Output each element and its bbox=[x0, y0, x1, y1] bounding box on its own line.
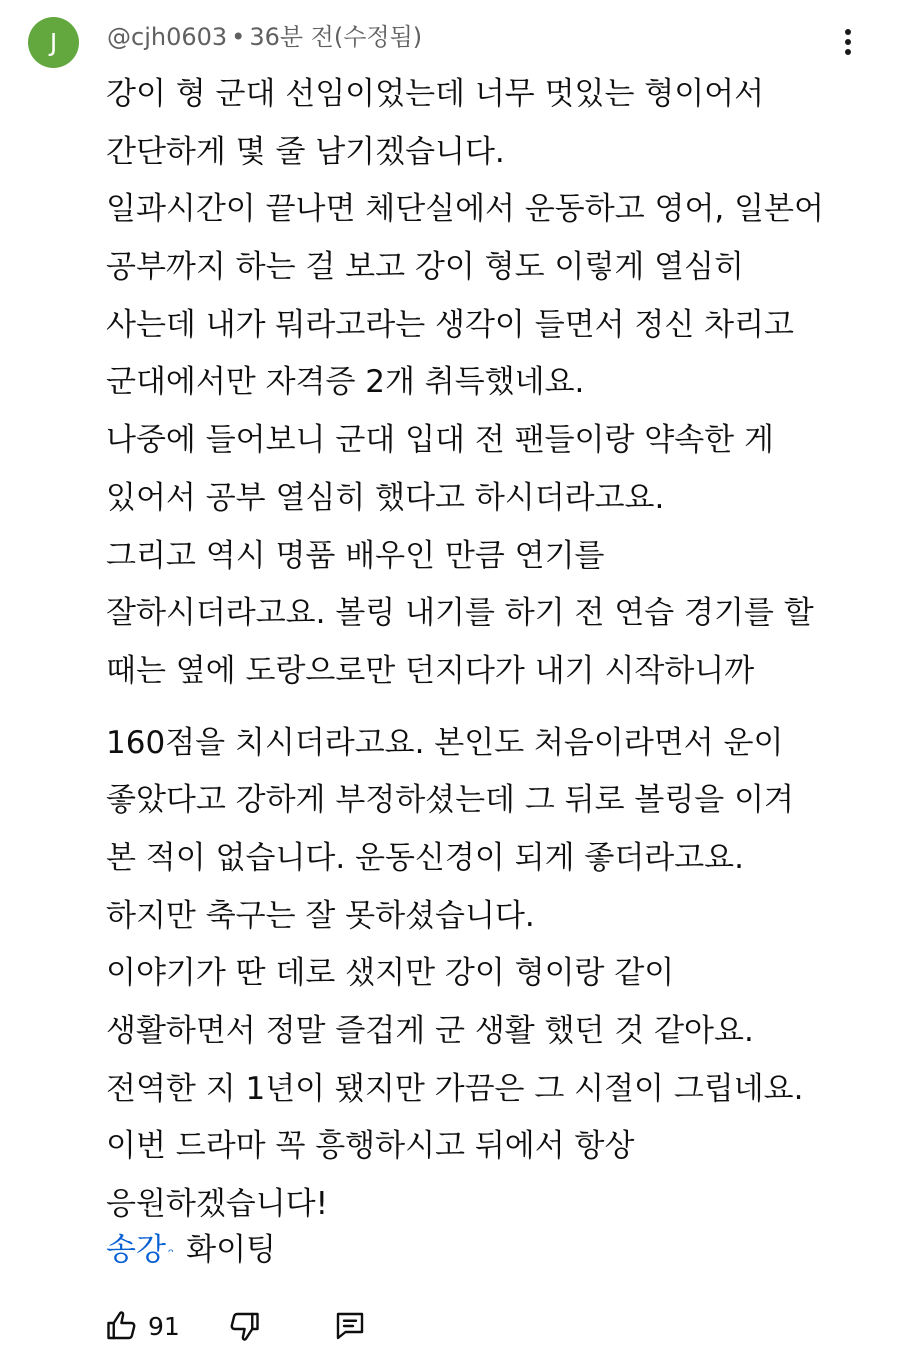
comment-line: 나중에 들어보니 군대 입대 전 팬들이랑 약속한 게 bbox=[106, 422, 774, 459]
comment-closing-text: 화이팅 bbox=[186, 1232, 276, 1268]
comment-line: 때는 옆에 도랑으로만 던지다가 내기 시작하니까 bbox=[106, 652, 755, 689]
dislike-button[interactable] bbox=[226, 1302, 262, 1350]
verified-mark-icon: ᵔ bbox=[167, 1245, 175, 1263]
avatar[interactable]: J bbox=[28, 17, 79, 68]
comment-line: 160점을 치시더라고요. 본인도 처음이라면서 운이 bbox=[106, 724, 784, 761]
comment-actions bbox=[104, 1302, 424, 1350]
more-vert-icon[interactable] bbox=[828, 22, 868, 62]
comment-footer-line bbox=[106, 1222, 276, 1279]
comment-line: 있어서 공부 열심히 했다고 하시더라고요. bbox=[106, 479, 665, 516]
comment-time: 36분 전(수정됨) bbox=[249, 23, 423, 51]
comment-line: 좋았다고 강하게 부정하셨는데 그 뒤로 볼링을 이겨 bbox=[106, 782, 794, 819]
comment-line: 그리고 역시 명품 배우인 만큼 연기를 bbox=[106, 537, 605, 574]
like-count: 91 bbox=[148, 1311, 180, 1341]
comment-line: 일과시간이 끝나면 체단실에서 운동하고 영어, 일본어 bbox=[106, 191, 824, 228]
comment-body bbox=[106, 66, 866, 1234]
comment-line: 간단하게 몇 줄 남기겠습니다. bbox=[106, 133, 505, 170]
mention-link[interactable]: 송강 bbox=[106, 1232, 166, 1268]
comment-meta bbox=[107, 20, 422, 54]
comment-line: 군대에서만 자격증 2개 취득했네요. bbox=[106, 364, 585, 401]
like-button[interactable] bbox=[104, 1302, 180, 1350]
comment-line: 하지만 축구는 잘 못하셨습니다. bbox=[106, 897, 535, 934]
comment-line: 사는데 내가 뭐라고라는 생각이 들면서 정신 차리고 bbox=[106, 306, 794, 343]
comment-line: 잘하시더라고요. 볼링 내기를 하기 전 연습 경기를 할 bbox=[106, 595, 814, 632]
author-handle[interactable]: @cjh0603 bbox=[107, 23, 228, 51]
comment-line: 이야기가 딴 데로 샜지만 강이 형이랑 같이 bbox=[106, 955, 675, 992]
paragraph-gap bbox=[106, 701, 866, 715]
comment-line: 본 적이 없습니다. 운동신경이 되게 좋더라고요. bbox=[106, 839, 744, 876]
comment-line: 이번 드라마 꼭 흥행하시고 뒤에서 항상 bbox=[106, 1128, 635, 1165]
comment-line: 생활하면서 정말 즐겁게 군 생활 했던 것 같아요. bbox=[106, 1013, 754, 1049]
thumbs-down-icon bbox=[226, 1308, 262, 1344]
comment-line: 응원하겠습니다! bbox=[106, 1186, 329, 1223]
thumbs-up-icon bbox=[104, 1308, 140, 1344]
comment-line: 공부까지 하는 걸 보고 강이 형도 이렇게 열심히 bbox=[106, 249, 744, 286]
reply-button[interactable] bbox=[332, 1302, 368, 1350]
comment-line: 전역한 지 1년이 됐지만 가끔은 그 시절이 그립네요. bbox=[106, 1070, 804, 1107]
reply-comment-icon bbox=[332, 1308, 368, 1344]
comment-line: 강이 형 군대 선임이었는데 너무 멋있는 형이어서 bbox=[106, 76, 765, 112]
meta-separator: • bbox=[231, 23, 246, 51]
